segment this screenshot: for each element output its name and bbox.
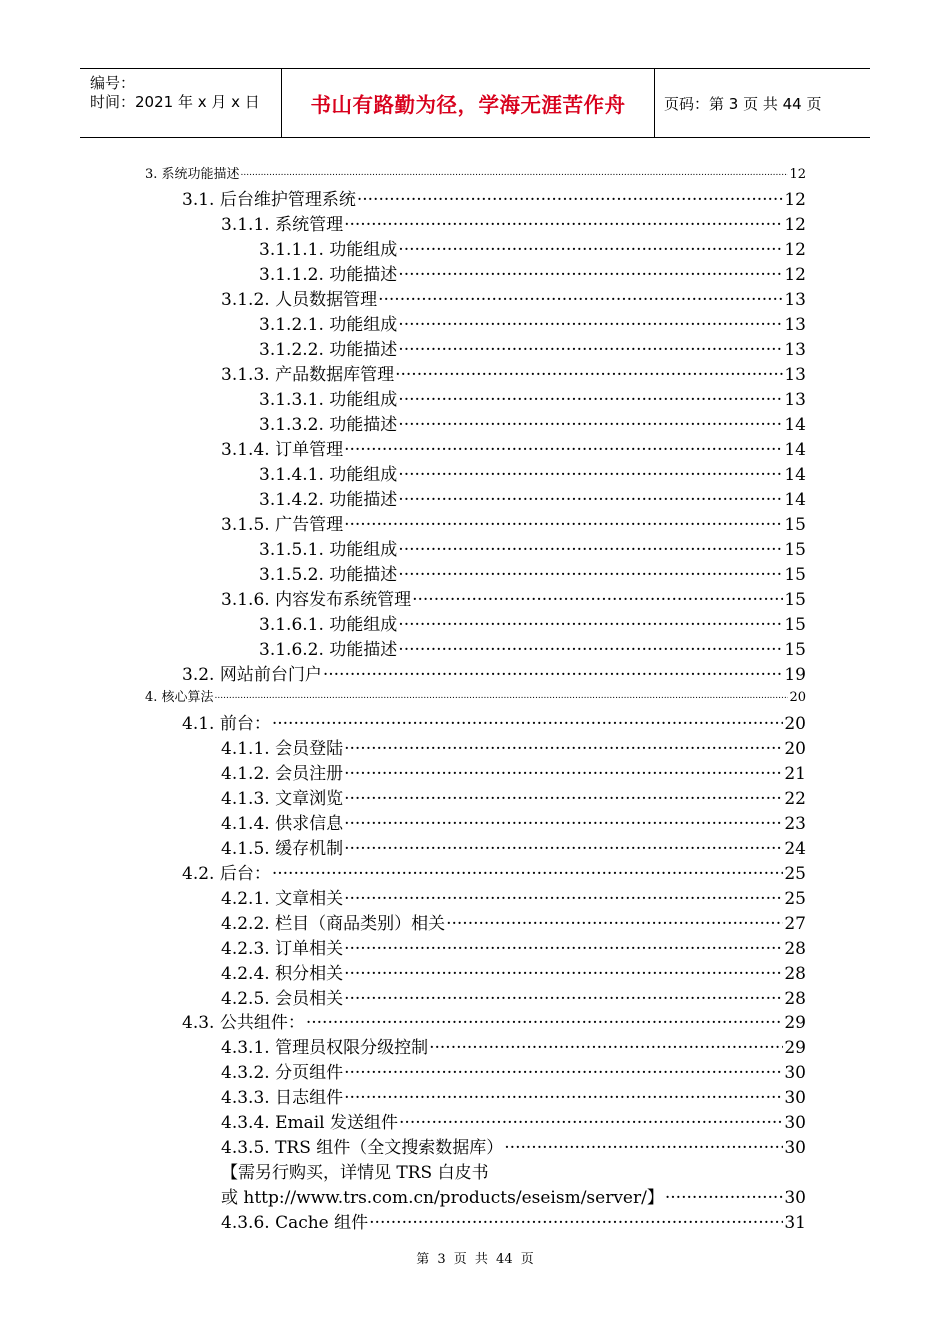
toc-entry-label: 4. 核心算法: [145, 689, 214, 705]
toc-entry[interactable]: [221, 510, 806, 535]
toc-leader: [665, 1183, 784, 1203]
toc-entry[interactable]: [221, 734, 806, 759]
toc-entry-page: 15: [784, 515, 806, 536]
toc-leader: [398, 560, 783, 580]
toc-entry-label: 3.1.5. 广告管理: [221, 515, 344, 536]
toc-entry-label: 4.1.3. 文章浏览: [221, 789, 344, 810]
toc-entry-label: 4.2.2. 栏目（商品类别）相关: [221, 914, 446, 935]
toc-entry-label: 3.1.6. 内容发布系统管理: [221, 590, 412, 611]
toc-entry-page: 14: [784, 440, 806, 461]
page-header: [80, 68, 870, 138]
toc-entry-label: 4.2.1. 文章相关: [221, 889, 344, 910]
toc-leader: [344, 435, 783, 455]
toc-entry-label: 4.1.2. 会员注册: [221, 764, 344, 785]
toc-entry[interactable]: [259, 260, 806, 285]
toc-leader: [398, 335, 783, 355]
toc-entry-label: 3.1.3. 产品数据库管理: [221, 365, 395, 386]
toc-entry-label: 4.2.5. 会员相关: [221, 989, 344, 1010]
toc-entry-label: 3.1.2. 人员数据管理: [221, 290, 378, 311]
toc-leader: [344, 210, 783, 230]
toc-entry[interactable]: [221, 585, 806, 610]
toc-entry-label: 4.1.5. 缓存机制: [221, 839, 344, 860]
toc-entry[interactable]: [259, 485, 806, 510]
toc-entry-page: 13: [784, 290, 806, 311]
toc-entry-label: 4.1.4. 供求信息: [221, 814, 344, 835]
toc-leader: [398, 260, 783, 280]
toc-leader: [398, 410, 783, 430]
toc-entry-label: 4.1.1. 会员登陆: [221, 739, 344, 760]
toc-entry[interactable]: [221, 1183, 806, 1208]
toc-entry[interactable]: [259, 560, 806, 585]
toc-entry-label: 4.3.5. TRS 组件（全文搜索数据库）: [221, 1138, 504, 1159]
toc-entry[interactable]: [221, 984, 806, 1009]
toc-entry-label: 3.1.6.2. 功能描述: [259, 640, 398, 661]
toc-entry-page: 30: [784, 1188, 806, 1209]
toc-entry-page: 13: [784, 340, 806, 361]
toc-entry-page: 25: [784, 864, 806, 885]
toc-leader: [344, 934, 783, 954]
toc-entry[interactable]: [221, 809, 806, 834]
toc-entry-label: 3.1.1.1. 功能组成: [259, 240, 398, 261]
toc-entry-page: 30: [784, 1088, 806, 1109]
toc-entry[interactable]: [221, 909, 806, 934]
header-motto-cell: [282, 69, 655, 137]
toc-leader: [344, 834, 783, 854]
toc-entry-page: 19: [784, 665, 806, 686]
toc-leader: [306, 1008, 784, 1028]
toc-entry[interactable]: [221, 959, 806, 984]
toc-leader: [395, 360, 783, 380]
toc-entry[interactable]: [221, 784, 806, 809]
toc-entry-page: 15: [784, 590, 806, 611]
toc-leader: [504, 1133, 783, 1153]
toc-leader: [344, 759, 783, 779]
document-time-label: 时间：2021 年 x 月 x 日: [90, 93, 260, 111]
toc-entry-label: 3.1.4.2. 功能描述: [259, 490, 398, 511]
header-meta-cell: [80, 69, 282, 137]
toc-leader: [344, 510, 783, 530]
toc-entry[interactable]: [221, 1133, 806, 1158]
toc-entry-label: 3.1.1. 系统管理: [221, 215, 344, 236]
toc-leader: [344, 959, 783, 979]
toc-leader: [344, 1058, 783, 1078]
toc-entry-label: 4.2.4. 积分相关: [221, 964, 344, 985]
toc-entry[interactable]: [221, 1108, 806, 1133]
toc-entry[interactable]: [221, 360, 806, 385]
toc-entry-label: 3.1.6.1. 功能组成: [259, 615, 398, 636]
toc-entry-label: 3.1.5.1. 功能组成: [259, 540, 398, 561]
toc-entry-label: 4.3.6. Cache 组件: [221, 1213, 369, 1234]
toc-leader: [344, 884, 783, 904]
toc-entry-page: 30: [784, 1063, 806, 1084]
header-page-info: 页码：第 3 页 共 44 页: [664, 94, 822, 113]
toc-entry-page: 12: [784, 265, 806, 286]
toc-leader: [446, 909, 783, 929]
toc-entry[interactable]: [259, 535, 806, 560]
toc-entry-page: 28: [784, 939, 806, 960]
toc-leader: [429, 1033, 783, 1053]
toc-leader: [398, 485, 783, 505]
toc-entry[interactable]: [221, 1033, 806, 1058]
toc-leader: [323, 660, 784, 680]
toc-entry-page: 28: [784, 989, 806, 1010]
toc-leader: [272, 859, 784, 879]
toc-entry-page: 20: [789, 689, 806, 705]
toc-entry-page: 24: [784, 839, 806, 860]
toc-entry-label: 4.1. 前台：: [182, 714, 271, 735]
toc-entry[interactable]: [221, 834, 806, 859]
toc-entry-page: 15: [784, 565, 806, 586]
toc-entry[interactable]: [259, 460, 806, 485]
toc-leader: [398, 385, 783, 405]
toc-entry[interactable]: [221, 210, 806, 235]
toc-entry-label: 或 http://www.trs.com.cn/products/eseism/server/】: [221, 1188, 664, 1209]
toc-entry-page: 29: [784, 1038, 806, 1059]
toc-entry[interactable]: [145, 162, 806, 182]
document-number-label: 编号：: [90, 74, 136, 92]
toc-entry[interactable]: [221, 1083, 806, 1108]
toc-entry[interactable]: [259, 310, 806, 335]
toc-entry-page: 14: [784, 415, 806, 436]
toc-entry-page: 14: [784, 465, 806, 486]
toc-entry-page: 12: [784, 240, 806, 261]
toc-entry-page: 15: [784, 640, 806, 661]
toc-leader: [344, 809, 783, 829]
toc-entry[interactable]: [221, 1058, 806, 1083]
toc-entry-label: 3.1.4. 订单管理: [221, 440, 344, 461]
toc-entry-label: 3.1.3.2. 功能描述: [259, 415, 398, 436]
toc-entry[interactable]: [221, 285, 806, 310]
toc-entry-continuation: 【需另行购买，详情见 TRS 白皮书: [221, 1163, 489, 1183]
toc-leader: [398, 610, 783, 630]
toc-leader: [369, 1208, 783, 1228]
toc-leader: [412, 585, 783, 605]
toc-entry-page: 12: [784, 215, 806, 236]
toc-entry[interactable]: [182, 660, 806, 685]
toc-entry-page: 27: [784, 914, 806, 935]
toc-leader: [378, 285, 783, 305]
toc-entry-label: 3. 系统功能描述: [145, 166, 240, 182]
header-motto: 书山有路勤为径，学海无涯苦作舟: [310, 93, 626, 117]
toc-leader: [398, 460, 783, 480]
toc-entry-page: 30: [784, 1113, 806, 1134]
toc-entry[interactable]: [221, 884, 806, 909]
toc-entry-page: 15: [784, 615, 806, 636]
toc-entry-page: 13: [784, 365, 806, 386]
toc-entry-label: 3.1.4.1. 功能组成: [259, 465, 398, 486]
toc-entry-label: 3.1.2.2. 功能描述: [259, 340, 398, 361]
toc-entry[interactable]: [259, 335, 806, 360]
toc-entry-label: 4.3.2. 分页组件: [221, 1063, 344, 1084]
toc-leader: [215, 685, 789, 701]
toc-entry-page: 12: [784, 190, 806, 211]
toc-entry-page: 14: [784, 490, 806, 511]
toc-leader: [344, 784, 783, 804]
toc-entry-page: 21: [784, 764, 806, 785]
toc-entry-page: 12: [789, 166, 806, 182]
toc-entry[interactable]: [221, 934, 806, 959]
toc-entry-label: 3.1.3.1. 功能组成: [259, 390, 398, 411]
toc-entry-page: 22: [784, 789, 806, 810]
toc-entry-label: 4.2. 后台：: [182, 864, 271, 885]
toc-entry[interactable]: [221, 435, 806, 460]
toc-entry-label: 4.3. 公共组件：: [182, 1013, 305, 1034]
toc-entry-label: 4.3.3. 日志组件: [221, 1088, 344, 1109]
toc-entry-page: 15: [784, 540, 806, 561]
toc-entry-label: 3.2. 网站前台门户: [182, 665, 322, 686]
toc-entry-page: 13: [784, 315, 806, 336]
toc-entry[interactable]: [259, 235, 806, 260]
toc-leader: [398, 310, 783, 330]
toc-entry[interactable]: [182, 185, 806, 210]
toc-leader: [398, 235, 783, 255]
toc-entry-label: 3.1.5.2. 功能描述: [259, 565, 398, 586]
header-page-cell: [655, 69, 870, 137]
toc-entry-page: 29: [784, 1013, 806, 1034]
toc-leader: [399, 1108, 783, 1128]
toc-leader: [398, 635, 783, 655]
toc-entry-page: 13: [784, 390, 806, 411]
toc-entry[interactable]: [182, 859, 806, 884]
toc-entry-page: 30: [784, 1138, 806, 1159]
toc-entry-page: 28: [784, 964, 806, 985]
toc-leader: [344, 734, 783, 754]
toc-leader: [344, 984, 783, 1004]
toc-leader: [357, 185, 784, 205]
toc-entry-label: 4.3.1. 管理员权限分级控制: [221, 1038, 429, 1059]
toc-entry-page: 20: [784, 714, 806, 735]
toc-leader: [241, 162, 789, 178]
toc-entry-page: 31: [784, 1213, 806, 1234]
page-footer: 第 3 页 共 44 页: [416, 1252, 534, 1267]
toc-entry-label: 4.3.4. Email 发送组件: [221, 1113, 399, 1134]
toc-entry-page: 25: [784, 889, 806, 910]
toc-entry[interactable]: [259, 410, 806, 435]
toc-entry[interactable]: [145, 685, 806, 705]
toc-leader: [344, 1083, 783, 1103]
toc-entry-page: 20: [784, 739, 806, 760]
toc-entry[interactable]: [221, 759, 806, 784]
toc-entry-label: 4.2.3. 订单相关: [221, 939, 344, 960]
toc-entry[interactable]: [221, 1208, 806, 1233]
toc-entry-label: 3.1.2.1. 功能组成: [259, 315, 398, 336]
toc-leader: [272, 709, 784, 729]
toc-entry[interactable]: [259, 635, 806, 660]
toc-entry[interactable]: [182, 1008, 806, 1033]
toc-entry-label: 3.1.1.2. 功能描述: [259, 265, 398, 286]
toc-entry-label: 3.1. 后台维护管理系统: [182, 190, 356, 211]
toc-entry[interactable]: [259, 610, 806, 635]
toc-leader: [398, 535, 783, 555]
toc-entry[interactable]: [259, 385, 806, 410]
toc-entry-page: 23: [784, 814, 806, 835]
toc-entry[interactable]: [182, 709, 806, 734]
